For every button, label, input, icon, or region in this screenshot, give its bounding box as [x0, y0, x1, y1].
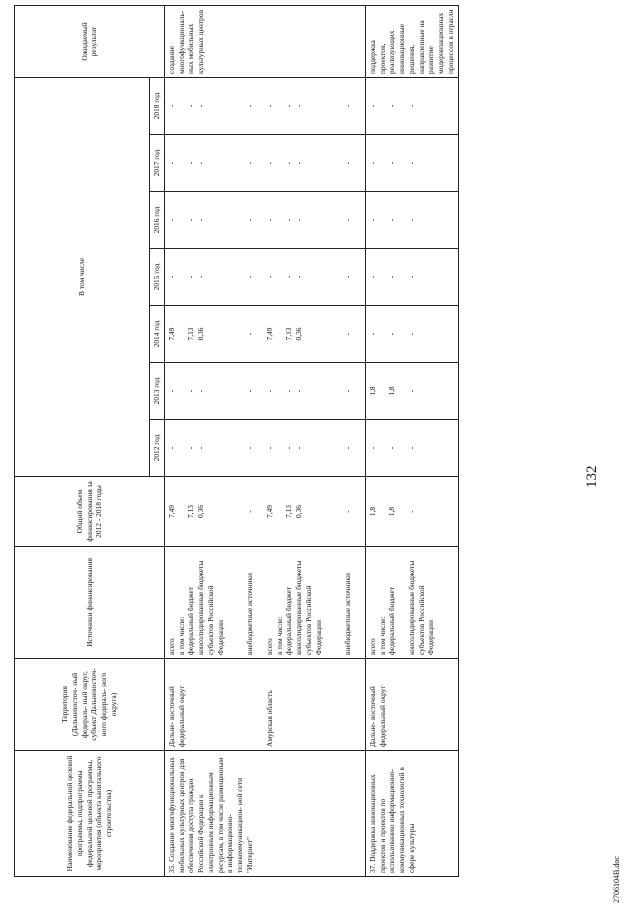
year-value: - — [264, 161, 274, 165]
year-cell — [365, 420, 458, 477]
source-cell — [365, 547, 458, 659]
year-value: - — [166, 275, 176, 279]
year-value — [275, 423, 285, 473]
year-value: - — [245, 104, 255, 108]
source-label: федеральный бюджет — [186, 586, 196, 655]
year-value: - — [166, 161, 176, 165]
year-value: - — [343, 332, 353, 336]
header-territory: Территория (Дальневосточ- ный федераль- ный округ, субъект Дальневосточ- ного федераль- ного округа) — [15, 659, 165, 751]
year-value — [378, 309, 388, 359]
total-value: 0,36 — [294, 505, 304, 518]
year-value: - — [186, 275, 196, 279]
source-label: консолидированные бюджеты субъектов Российской Федерации — [294, 560, 323, 655]
year-value: - — [367, 332, 377, 336]
total-value: 1,8 — [387, 506, 397, 517]
header-year: 2017 год — [150, 135, 165, 192]
header-year: 2014 год — [150, 306, 165, 363]
territory-label: Дальне- восточный федеральный округ — [367, 685, 387, 747]
year-value — [378, 81, 388, 131]
year-value — [275, 138, 285, 188]
year-value: - — [343, 446, 353, 450]
year-value — [275, 81, 285, 131]
year-cell — [365, 135, 458, 192]
year-value — [177, 366, 187, 416]
year-cell — [365, 77, 458, 134]
year-value — [378, 195, 388, 245]
year-value: - — [387, 104, 397, 108]
year-value — [177, 81, 187, 131]
source-label: внебюджетные источники — [245, 572, 255, 655]
year-value: - — [186, 161, 196, 165]
year-value — [177, 309, 187, 359]
year-value: - — [166, 104, 176, 108]
total-value: 7,49 — [166, 505, 176, 518]
year-value: - — [406, 389, 416, 393]
year-value: - — [196, 161, 206, 165]
footer-doc-name: 2706104В.doc — [612, 856, 621, 903]
source-label: в том числе: — [274, 616, 284, 655]
source-label: федеральный бюджет — [387, 586, 397, 655]
header-year: 2012 год — [150, 420, 165, 477]
year-value — [378, 366, 388, 416]
year-value: 7,13 — [284, 327, 294, 341]
year-value: - — [284, 218, 294, 222]
year-value: - — [367, 161, 377, 165]
year-cell — [365, 306, 458, 363]
year-value — [378, 423, 388, 473]
financing-table — [14, 5, 459, 877]
source-label: федеральный бюджет — [284, 586, 294, 655]
year-value — [275, 195, 285, 245]
territory-cell — [365, 659, 458, 751]
year-value: 1,8 — [387, 386, 397, 396]
year-value: - — [284, 275, 294, 279]
year-value: - — [406, 275, 416, 279]
header-year: 2016 год — [150, 192, 165, 249]
year-value — [378, 252, 388, 302]
year-value: - — [294, 104, 304, 108]
year-value: - — [186, 389, 196, 393]
year-value: - — [367, 218, 377, 222]
year-value — [275, 252, 285, 302]
year-value: - — [166, 389, 176, 393]
total-value: 7,13 — [186, 505, 196, 518]
year-cell — [164, 420, 365, 477]
source-label: в том числе: — [176, 616, 186, 655]
year-value: - — [196, 275, 206, 279]
year-value: - — [387, 446, 397, 450]
row-name: 35. Создание многофункциональных мобильных культурных центров для обеспечения доступа граждан Российской Федерации к электронным информационным ресурсам, в том числе размещенным в информационно- телекоммуникацион- ной сети "Интернет" — [164, 751, 365, 877]
year-value: 1,8 — [367, 386, 377, 396]
year-value — [177, 195, 187, 245]
year-cell — [164, 192, 365, 249]
source-label: всего — [166, 638, 176, 655]
year-value: - — [186, 446, 196, 450]
total-value — [275, 480, 285, 543]
territory-label: Дальне- восточный федеральный округ — [166, 685, 186, 747]
year-value: - — [387, 332, 397, 336]
year-value: - — [294, 218, 304, 222]
year-value: - — [294, 389, 304, 393]
header-total: Общий объем финансирования за 2012 - 2018 годы — [15, 477, 165, 547]
year-value: - — [196, 218, 206, 222]
header-year: 2018 год — [150, 77, 165, 134]
header-year: 2015 год — [150, 249, 165, 306]
year-value: - — [186, 218, 196, 222]
year-cell — [164, 306, 365, 363]
year-value: - — [264, 218, 274, 222]
year-value: - — [387, 218, 397, 222]
header-result: Ожидаемый результат — [15, 5, 165, 77]
total-value: - — [245, 510, 255, 513]
year-cell — [164, 135, 365, 192]
row-name: 37. Поддержка инновационных проектов и проектов по использованию информационно- коммуникационных технологий в сфере культуры — [365, 751, 458, 877]
header-in-total: В том числе — [15, 77, 150, 476]
year-value: - — [294, 161, 304, 165]
year-value: - — [294, 446, 304, 450]
year-value: - — [406, 218, 416, 222]
total-value: 0,36 — [196, 505, 206, 518]
year-value: - — [196, 389, 206, 393]
result-cell: создание многофункциональ- ных мобильных культурных центров — [164, 5, 365, 77]
source-label: всего — [264, 638, 274, 655]
year-value — [275, 366, 285, 416]
year-value: - — [166, 218, 176, 222]
year-value — [177, 138, 187, 188]
source-label: всего — [367, 638, 377, 655]
source-label: в том числе: — [377, 616, 387, 655]
year-value: - — [245, 218, 255, 222]
year-value: - — [245, 389, 255, 393]
year-value — [378, 138, 388, 188]
year-cell — [164, 77, 365, 134]
year-value: 7,13 — [186, 327, 196, 341]
year-value: - — [367, 275, 377, 279]
year-cell — [164, 249, 365, 306]
total-cell — [164, 477, 365, 547]
year-value: - — [196, 104, 206, 108]
year-value: 7,49 — [264, 327, 274, 341]
year-value: - — [245, 161, 255, 165]
year-value — [177, 252, 187, 302]
year-value — [177, 423, 187, 473]
total-value — [177, 480, 187, 543]
year-cell — [365, 363, 458, 420]
header-name: Наименование федеральной целевой программы, подпрограммы федеральной целевой программы, мероприятия (объекта капитального строительства) — [15, 751, 165, 877]
total-value: 7,13 — [284, 505, 294, 518]
year-value: - — [284, 446, 294, 450]
year-value: - — [284, 104, 294, 108]
source-label: внебюджетные источники — [343, 572, 353, 655]
source-cell — [164, 547, 365, 659]
year-value: - — [387, 161, 397, 165]
year-value: - — [387, 275, 397, 279]
year-value: - — [406, 332, 416, 336]
year-value: - — [406, 161, 416, 165]
year-value: - — [186, 104, 196, 108]
year-value: - — [343, 218, 353, 222]
source-label: консолидированные бюджеты субъектов Российской Федерации — [196, 560, 225, 655]
header-year: 2013 год — [150, 363, 165, 420]
territory-cell — [164, 659, 365, 751]
year-value: - — [294, 275, 304, 279]
year-cell — [365, 249, 458, 306]
total-value — [378, 480, 388, 543]
year-value: - — [245, 275, 255, 279]
year-value: - — [343, 161, 353, 165]
year-value: - — [245, 332, 255, 336]
year-value: - — [343, 104, 353, 108]
year-value: - — [264, 104, 274, 108]
year-value: - — [196, 446, 206, 450]
year-cell — [164, 363, 365, 420]
total-value: - — [406, 510, 416, 513]
header-source: Источники финансирования — [15, 547, 165, 659]
year-cell — [365, 192, 458, 249]
source-label: консолидированные бюджеты субъектов Российской Федерации — [406, 560, 436, 655]
year-value: - — [367, 104, 377, 108]
territory-label: Амурская область — [264, 690, 274, 747]
year-value: - — [264, 446, 274, 450]
result-cell: поддержка проектов, реализующих инновационные решения, направленные на развитие модернизационных процессов в отрасли — [365, 5, 458, 77]
year-value: - — [406, 446, 416, 450]
year-value: - — [166, 446, 176, 450]
total-value: 7,49 — [264, 505, 274, 518]
year-value: - — [343, 389, 353, 393]
year-value: 7,49 — [166, 327, 176, 341]
page-number: 132 — [584, 465, 600, 488]
total-cell — [365, 477, 458, 547]
year-value — [275, 309, 285, 359]
year-value: 0,36 — [196, 327, 206, 341]
total-value: 1,8 — [367, 506, 377, 517]
total-value: - — [343, 510, 353, 513]
year-value: - — [367, 446, 377, 450]
year-value: - — [264, 389, 274, 393]
year-value: - — [245, 446, 255, 450]
year-value: - — [406, 104, 416, 108]
year-value: - — [264, 275, 274, 279]
year-value: - — [284, 161, 294, 165]
year-value: - — [284, 389, 294, 393]
year-value: 0,36 — [294, 327, 304, 341]
year-value: - — [343, 275, 353, 279]
